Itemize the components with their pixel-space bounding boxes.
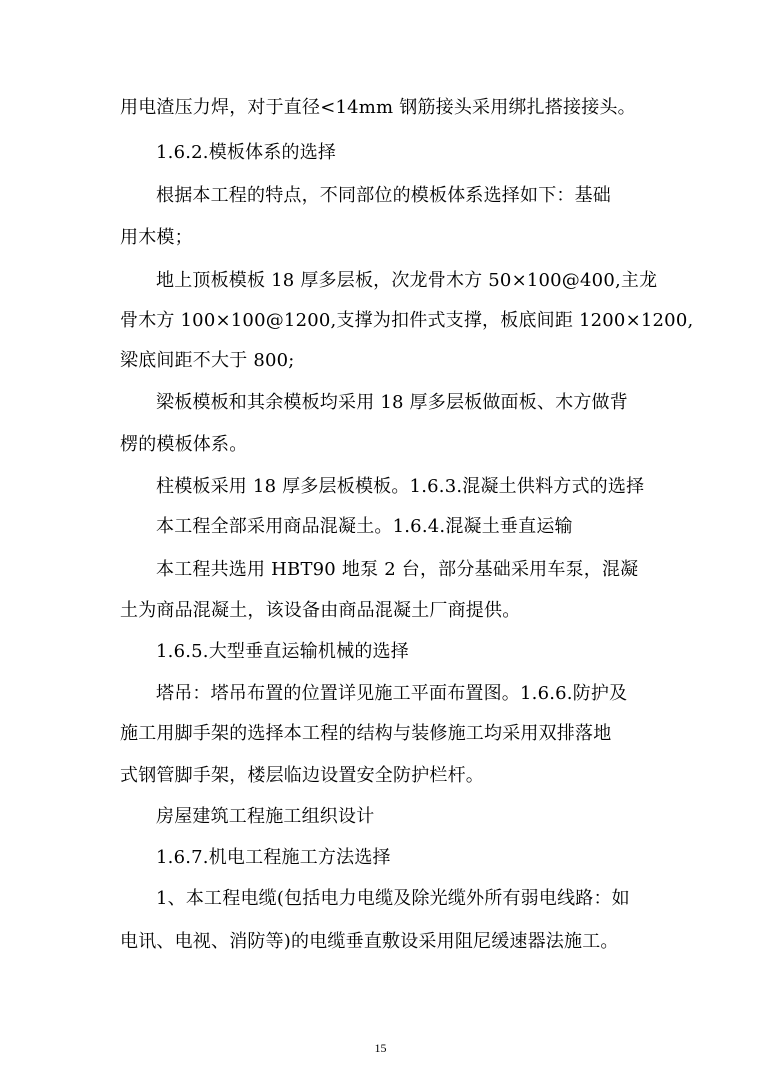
text-line-8: 梁板模板和其余模板均采用 18 厚多层板做面板、木方做背 <box>156 392 628 413</box>
document-title-line: 房屋建筑工程施工组织设计 <box>156 806 375 827</box>
section-heading-1-6-7: 1.6.7.机电工程施工方法选择 <box>156 847 391 868</box>
text-line-20: 1、本工程电缆(包括电力电缆及除光缆外所有弱电线路：如 <box>156 888 630 909</box>
text-line-5: 地上顶板模板 18 厚多层板，次龙骨木方 50×100@400,主龙 <box>156 270 658 291</box>
text-line-17: 式钢管脚手架，楼层临边设置安全防护栏杆。 <box>120 765 484 786</box>
text-line-16: 施工用脚手架的选择本工程的结构与装修施工均采用双排落地 <box>120 723 612 744</box>
text-line-9: 楞的模板体系。 <box>120 434 248 455</box>
text-line-7: 梁底间距不大于 800; <box>120 350 295 371</box>
text-line-1: 用电渣压力焊，对于直径<14mm 钢筋接头采用绑扎搭接接头。 <box>120 97 636 118</box>
text-line-21: 电讯、电视、消防等)的电缆垂直敷设采用阻尼缓速器法施工。 <box>120 931 619 952</box>
section-heading-1-6-2: 1.6.2.模板体系的选择 <box>156 142 337 163</box>
text-line-6: 骨木方 100×100@1200,支撑为扣件式支撑，板底间距 1200×1200, <box>120 310 694 331</box>
text-line-15: 塔吊：塔吊布置的位置详见施工平面布置图。1.6.6.防护及 <box>156 683 628 704</box>
section-heading-1-6-5: 1.6.5.大型垂直运输机械的选择 <box>156 641 409 662</box>
text-line-11: 本工程全部采用商品混凝土。1.6.4.混凝土垂直运输 <box>156 516 573 537</box>
text-line-12: 本工程共选用 HBT90 地泵 2 台，部分基础采用车泵，混凝 <box>156 559 639 580</box>
page-number: 15 <box>374 1041 387 1055</box>
text-line-3: 根据本工程的特点，不同部位的模板体系选择如下：基础 <box>156 185 611 206</box>
text-line-10: 柱模板采用 18 厚多层板模板。1.6.3.混凝土供料方式的选择 <box>156 476 645 497</box>
text-line-13: 土为商品混凝土，该设备由商品混凝土厂商提供。 <box>120 600 521 621</box>
text-line-4: 用木模； <box>120 227 193 248</box>
